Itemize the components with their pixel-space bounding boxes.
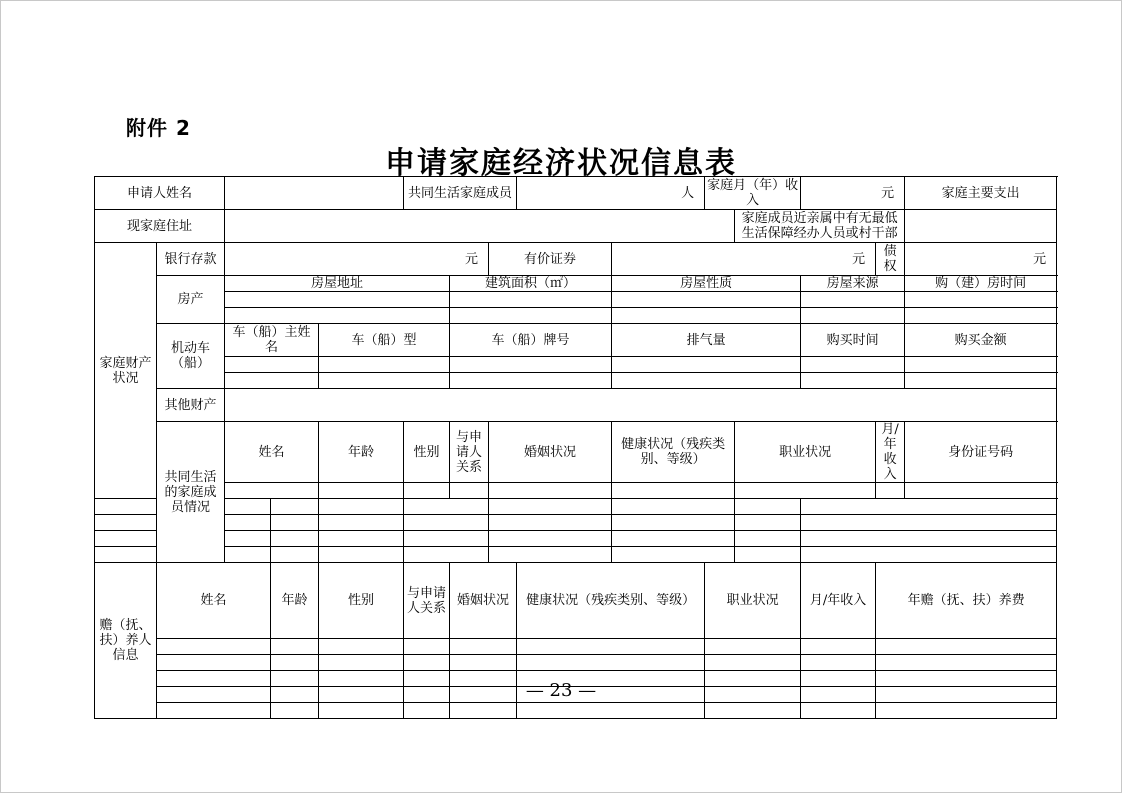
housing-label: 房产 [157,276,225,324]
member-cell[interactable] [404,483,450,499]
vehicle-header: 车（船）型 [319,324,450,357]
member-cell[interactable] [735,515,801,531]
member-cell[interactable] [95,515,225,531]
housing-header: 房屋性质 [612,276,801,292]
yuan-unit: 元 [881,185,895,201]
claims-field[interactable] [905,243,1057,276]
assets-section-label: 家庭财产状况 [95,243,157,499]
support-cell[interactable] [876,639,1057,655]
vehicle-cell[interactable] [801,373,905,389]
member-cell[interactable] [271,499,319,515]
housing-cell[interactable] [905,292,1057,308]
member-cell[interactable] [612,499,735,515]
housing-cell[interactable] [450,308,612,324]
relatives-question-label: 家庭成员近亲属中有无最低生活保障经办人员或村干部 [735,210,905,243]
support-header: 月/年收入 [801,563,876,639]
support-cell[interactable] [450,703,517,719]
vehicle-cell[interactable] [450,357,612,373]
securities-label: 有价证券 [489,243,612,276]
major-expense-label: 家庭主要支出 [905,177,1057,210]
support-cell[interactable] [157,655,271,671]
other-property-field[interactable] [225,389,1057,422]
support-cell[interactable] [319,703,404,719]
member-cell[interactable] [319,531,404,547]
members-header: 职业状况 [735,422,876,483]
member-cell[interactable] [95,531,225,547]
member-cell[interactable] [404,515,489,531]
member-cell[interactable] [319,499,404,515]
member-cell[interactable] [612,547,735,563]
member-cell[interactable] [450,483,489,499]
support-cell[interactable] [705,655,801,671]
vehicle-cell[interactable] [225,357,319,373]
member-row [95,499,1057,515]
vehicle-header: 车（船）牌号 [450,324,612,357]
member-cell[interactable] [271,531,319,547]
bank-deposit-field[interactable] [225,243,489,276]
vehicle-cell[interactable] [612,357,801,373]
member-cell[interactable] [404,499,489,515]
member-row [95,547,1057,563]
support-cell[interactable] [271,655,319,671]
members-section-label: 共同生活的家庭成员情况 [157,422,225,563]
yuan-unit: 元 [852,251,866,267]
support-header: 婚姻状况 [450,563,517,639]
members-header: 姓名 [225,422,319,483]
support-header: 姓名 [157,563,271,639]
row-applicant [95,177,1057,210]
applicant-name-label: 申请人姓名 [95,177,225,210]
housing-cell[interactable] [905,308,1057,324]
member-cell[interactable] [319,547,404,563]
other-property-label: 其他财产 [157,389,225,422]
persons-unit: 人 [681,185,695,201]
securities-field[interactable] [612,243,876,276]
housing-cell[interactable] [612,292,801,308]
member-cell[interactable] [735,547,801,563]
family-financial-info-form [94,176,1057,719]
bank-deposit-label: 银行存款 [157,243,225,276]
members-header: 身份证号码 [905,422,1057,483]
member-row [95,515,1057,531]
vehicle-cell[interactable] [905,373,1057,389]
support-cell[interactable] [517,703,705,719]
housing-cell[interactable] [801,292,905,308]
support-cell[interactable] [705,639,801,655]
support-cell[interactable] [157,703,271,719]
member-cell[interactable] [319,483,404,499]
housing-header: 房屋地址 [225,276,450,292]
support-cell[interactable] [319,639,404,655]
member-cell[interactable] [489,499,612,515]
housing-cell[interactable] [225,292,450,308]
member-cell[interactable] [612,483,735,499]
member-cell[interactable] [801,531,1057,547]
housing-cell[interactable] [801,308,905,324]
support-header: 健康状况（残疾类别、等级） [517,563,705,639]
vehicle-cell[interactable] [319,373,450,389]
support-header: 年龄 [271,563,319,639]
member-cell[interactable] [801,499,1057,515]
support-cell[interactable] [450,655,517,671]
other-property-row [95,389,1057,422]
vehicle-header: 排气量 [612,324,801,357]
member-cell[interactable] [801,547,1057,563]
housing-header: 房屋来源 [801,276,905,292]
support-cell[interactable] [517,639,705,655]
member-cell[interactable] [225,515,271,531]
vehicle-cell[interactable] [905,357,1057,373]
support-header: 性别 [319,563,404,639]
members-header: 年龄 [319,422,404,483]
support-section-label: 赡（抚、扶）养人信息 [95,563,157,719]
support-cell[interactable] [705,703,801,719]
support-row [95,655,1057,671]
vehicle-header: 购买时间 [801,324,905,357]
vehicle-row [95,357,1057,373]
applicant-name-field[interactable] [225,177,404,210]
member-cell[interactable] [612,515,735,531]
support-header: 职业状况 [705,563,801,639]
support-row [95,639,1057,655]
cohabiting-members-label: 共同生活家庭成员 [404,177,517,210]
support-cell[interactable] [450,639,517,655]
support-cell[interactable] [801,639,876,655]
members-header: 月/年收入 [876,422,905,483]
support-row [95,703,1057,719]
member-cell[interactable] [271,515,319,531]
member-cell[interactable] [735,499,801,515]
vehicle-header-row [95,324,1057,357]
support-header-row [95,563,1057,639]
support-cell[interactable] [271,639,319,655]
vehicle-label: 机动车（船） [157,324,225,389]
vehicle-row [95,373,1057,389]
member-cell[interactable] [225,547,271,563]
members-header-row [95,422,1057,483]
member-cell[interactable] [489,547,612,563]
members-header: 健康状况（残疾类别、等级） [612,422,735,483]
housing-cell[interactable] [450,292,612,308]
row-financial-assets [95,243,1057,276]
member-cell[interactable] [735,483,876,499]
vehicle-cell[interactable] [225,373,319,389]
support-cell[interactable] [319,655,404,671]
cohabiting-members-field[interactable] [517,177,705,210]
vehicle-header: 车（船）主姓名 [225,324,319,357]
yuan-unit: 元 [1033,251,1047,267]
member-cell[interactable] [876,483,905,499]
member-cell[interactable] [225,499,271,515]
member-cell[interactable] [404,547,489,563]
vehicle-cell[interactable] [450,373,612,389]
support-cell[interactable] [404,703,450,719]
member-cell[interactable] [271,547,319,563]
member-cell[interactable] [489,531,612,547]
support-cell[interactable] [876,655,1057,671]
member-cell[interactable] [612,531,735,547]
member-cell[interactable] [489,483,612,499]
claims-label: 债权 [876,243,905,276]
page-number: — 23 — [525,680,597,701]
relatives-question-field[interactable] [905,210,1057,243]
member-cell[interactable] [735,531,801,547]
current-address-field[interactable] [225,210,735,243]
page-title: 申请家庭经济状况信息表 [385,146,737,181]
monthly-income-field[interactable] [801,177,905,210]
vehicle-cell[interactable] [319,357,450,373]
support-cell[interactable] [517,655,705,671]
member-cell[interactable] [801,515,1057,531]
yuan-unit: 元 [465,251,479,267]
support-cell[interactable] [801,655,876,671]
attachment-label: 附件 2 [126,116,191,140]
support-cell[interactable] [876,703,1057,719]
support-header: 与申请人关系 [404,563,450,639]
vehicle-header: 购买金额 [905,324,1057,357]
members-header: 与申请人关系 [450,422,489,483]
support-header: 年赡（抚、扶）养费 [876,563,1057,639]
housing-row [95,308,1057,324]
vehicle-cell[interactable] [612,373,801,389]
members-header: 婚姻状况 [489,422,612,483]
housing-header: 建筑面积（㎡） [450,276,612,292]
vehicle-cell[interactable] [801,357,905,373]
support-cell[interactable] [404,639,450,655]
support-cell[interactable] [157,639,271,655]
member-row [95,531,1057,547]
monthly-income-label: 家庭月（年）收入 [705,177,801,210]
housing-cell[interactable] [612,308,801,324]
support-cell[interactable] [271,703,319,719]
housing-row [95,292,1057,308]
support-cell[interactable] [404,655,450,671]
member-cell[interactable] [319,515,404,531]
member-cell[interactable] [225,483,319,499]
members-header: 性别 [404,422,450,483]
current-address-label: 现家庭住址 [95,210,225,243]
member-cell[interactable] [225,531,271,547]
housing-header-row [95,276,1057,292]
housing-header: 购（建）房时间 [905,276,1057,292]
member-cell[interactable] [489,515,612,531]
member-cell[interactable] [404,531,489,547]
member-cell[interactable] [95,547,225,563]
member-row [95,483,1057,499]
row-address [95,210,1057,243]
member-cell[interactable] [905,483,1057,499]
housing-cell[interactable] [225,308,450,324]
support-cell[interactable] [801,703,876,719]
